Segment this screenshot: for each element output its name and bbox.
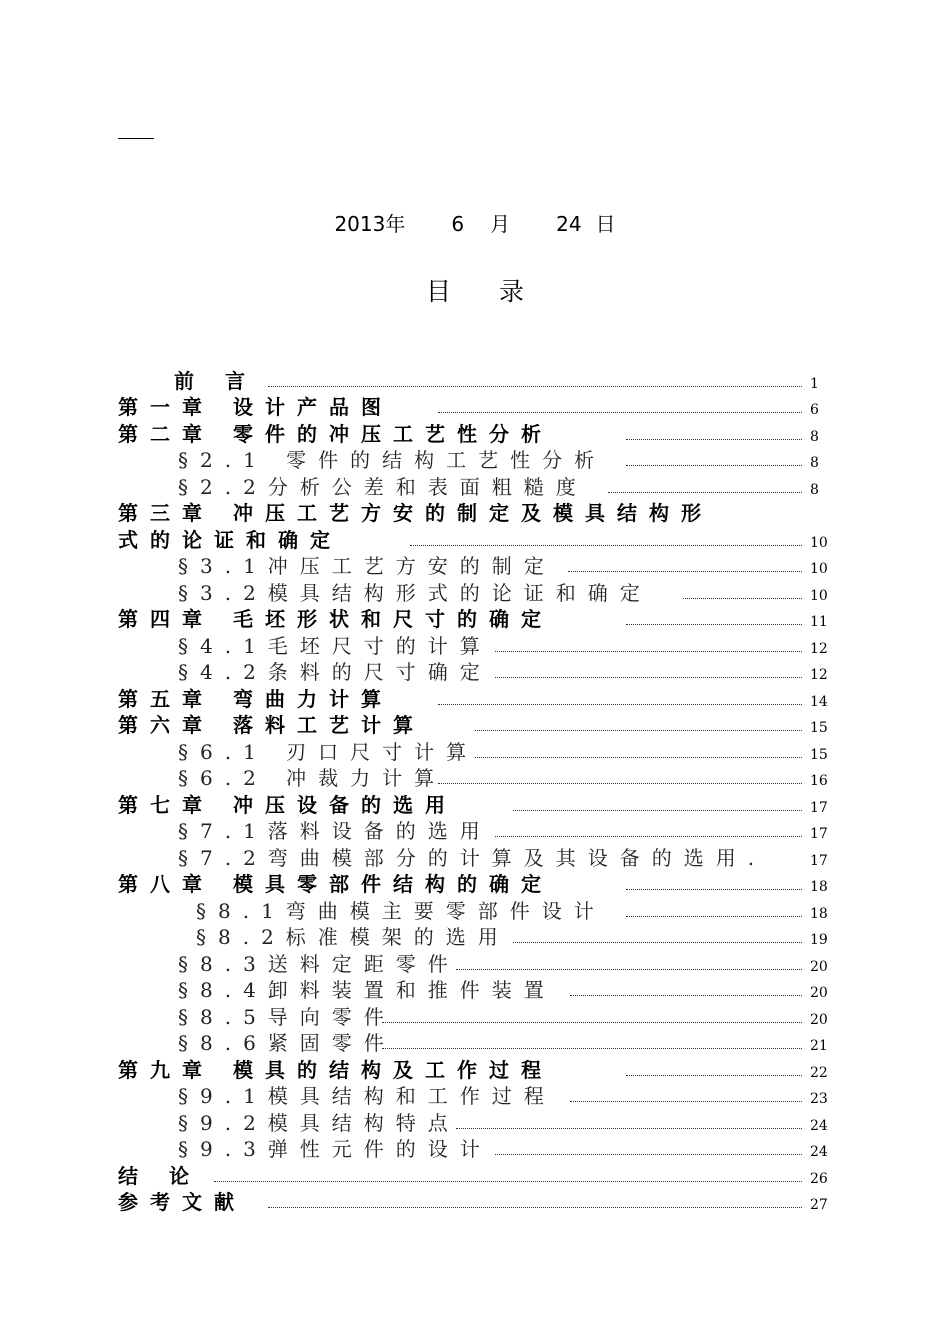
toc-leader-dots xyxy=(495,677,802,678)
toc-entry-label: 第九章 模具的结构及工作过程 xyxy=(118,1057,553,1082)
toc-page-number: 17 xyxy=(810,826,828,842)
toc-entry-label: §7.1落料设备的选用 xyxy=(178,819,492,843)
toc-page-number: 20 xyxy=(810,985,828,1001)
toc-leader-dots xyxy=(268,1207,802,1208)
toc-page-number: 18 xyxy=(810,879,828,895)
toc-leader-dots xyxy=(626,439,802,440)
toc-entry-label: §9.2模具结构特点 xyxy=(178,1110,460,1135)
toc-entry-label: §2.2分析公差和表面粗糙度 xyxy=(178,474,588,499)
toc-leader-dots xyxy=(382,1022,802,1023)
toc-leader-dots xyxy=(438,783,802,784)
toc-chapter-row[interactable] xyxy=(118,1190,838,1217)
toc-entry-label: 第五章 弯曲力计算 xyxy=(118,686,393,711)
toc-leader-dots xyxy=(568,571,802,572)
toc-leader-dots xyxy=(382,1048,802,1049)
date-year: 2013年 xyxy=(334,212,406,236)
toc-leader-dots xyxy=(438,412,802,413)
toc-page-number: 17 xyxy=(810,799,828,816)
toc-leader-dots xyxy=(683,598,802,599)
toc-page-number: 22 xyxy=(810,1064,828,1081)
toc-page-number: 24 xyxy=(810,1117,828,1134)
toc-entry-label: §8.1弯曲模主要零部件设计 xyxy=(196,898,606,923)
toc-page-number: 8 xyxy=(810,428,819,445)
toc-entry-label: §9.1模具结构和工作过程 xyxy=(178,1084,556,1108)
toc-page-number: 15 xyxy=(810,720,828,736)
toc-page-number: 1 xyxy=(810,375,819,392)
toc-entry-label: 第二章 零件的冲压工艺性分析 xyxy=(118,421,553,446)
toc-section-row[interactable] xyxy=(118,1084,838,1111)
date-month-num: 6 xyxy=(451,212,465,236)
toc-section-row[interactable] xyxy=(118,739,838,766)
toc-leader-dots xyxy=(456,969,802,970)
toc-entry-label: §4.2条料的尺寸确定 xyxy=(178,660,492,684)
toc-chapter-row[interactable] xyxy=(118,368,838,395)
toc-chapter-row[interactable] xyxy=(118,792,838,819)
toc-page-number: 19 xyxy=(810,932,828,948)
toc-section-row[interactable] xyxy=(118,474,838,501)
toc-page-number: 11 xyxy=(810,614,828,630)
toc-chapter-row[interactable] xyxy=(118,607,838,634)
toc-entry-label: 前 言 xyxy=(174,368,257,393)
toc-leader-dots xyxy=(438,704,802,705)
toc-section-row[interactable] xyxy=(118,766,838,793)
toc-page-number: 20 xyxy=(810,958,828,975)
toc-leader-dots xyxy=(214,1181,802,1182)
toc-entry-label: §8.3送料定距零件 xyxy=(178,951,460,976)
toc-entry-label: §4.1毛坯尺寸的计算 xyxy=(178,633,492,658)
toc-leader-dots xyxy=(495,836,802,837)
toc-entry-label: §8.6紧固零件 xyxy=(178,1031,396,1055)
toc-section-row[interactable] xyxy=(118,1031,838,1058)
toc-section-row[interactable] xyxy=(118,660,838,687)
toc-chapter-row[interactable] xyxy=(118,421,838,448)
toc-entry-label: 结 论 xyxy=(118,1163,201,1188)
toc-section-row[interactable] xyxy=(118,554,838,581)
toc-section-row[interactable] xyxy=(118,951,838,978)
toc-section-row[interactable] xyxy=(118,819,838,846)
toc-entry-label: §8.2标准模架的选用 xyxy=(196,925,510,949)
toc-leader-dots xyxy=(570,995,802,996)
toc-leader-dots xyxy=(626,624,802,625)
toc-page-number: 6 xyxy=(810,402,819,418)
toc-section-row[interactable] xyxy=(118,633,838,660)
toc-section-row[interactable] xyxy=(118,845,838,872)
toc-leader-dots xyxy=(513,942,802,943)
toc-leader-dots xyxy=(410,545,802,546)
toc-entry-label: 第七章 冲压设备的选用 xyxy=(118,792,457,817)
date-day-num: 24 xyxy=(556,212,582,236)
date-line xyxy=(0,208,950,237)
toc-page-number: 16 xyxy=(810,773,828,789)
toc-page-number: 27 xyxy=(810,1197,828,1213)
toc-page-number: 8 xyxy=(810,481,819,498)
toc-section-row[interactable] xyxy=(118,978,838,1005)
toc-leader-dots xyxy=(570,1101,802,1102)
toc-entry-label: §2.1 零件的结构工艺性分析 xyxy=(178,448,607,472)
toc-page-number: 18 xyxy=(810,905,828,922)
toc-entry-label: 参考文献 xyxy=(118,1190,246,1214)
toc-leader-dots xyxy=(513,810,802,811)
toc-leader-dots xyxy=(268,386,802,387)
toc-section-row[interactable] xyxy=(118,898,838,925)
toc-section-row[interactable] xyxy=(118,1004,838,1031)
toc-section-row[interactable] xyxy=(118,448,838,475)
toc-page-number: 15 xyxy=(810,746,828,763)
toc-section-row[interactable] xyxy=(118,925,838,952)
toc-leader-dots xyxy=(626,465,802,466)
toc-entry-label: 第一章 设计产品图 xyxy=(118,395,393,419)
toc-page-number: 24 xyxy=(810,1144,828,1160)
toc-page-number: 10 xyxy=(810,534,828,551)
toc-leader-dots xyxy=(475,757,802,758)
toc-page-number: 14 xyxy=(810,693,828,710)
toc-page-number: 17 xyxy=(810,852,828,869)
toc-leader-dots xyxy=(626,916,802,917)
toc-chapter-row[interactable] xyxy=(118,527,838,554)
toc-chapter-row[interactable] xyxy=(118,395,838,422)
toc-entry-label: §7.2弯曲模部分的计算及其设备的选用. xyxy=(178,845,767,870)
toc-leader-dots xyxy=(626,1075,802,1076)
toc-page-number: 8 xyxy=(810,455,819,471)
toc-entry-label: §6.1 刃口尺寸计算 xyxy=(178,739,479,764)
toc-entry-label: §9.3弹性元件的设计 xyxy=(178,1137,492,1161)
toc-section-row[interactable] xyxy=(118,580,838,607)
date-day-char: 日 xyxy=(595,212,616,236)
toc-chapter-row[interactable] xyxy=(118,1163,838,1190)
toc-chapter-row[interactable] xyxy=(118,872,838,899)
toc-entry-label: 第六章 落料工艺计算 xyxy=(118,713,425,737)
toc-entry-label: 第八章 模具零部件结构的确定 xyxy=(118,872,553,896)
toc-leader-dots xyxy=(495,651,802,652)
toc-entry-label: §6.2 冲裁力计算 xyxy=(178,766,447,790)
toc-entry-label: §8.5导向零件 xyxy=(178,1004,396,1029)
toc-page-number: 12 xyxy=(810,640,828,657)
toc-entry-label: 式的论证和确定 xyxy=(118,527,342,552)
toc-section-row[interactable] xyxy=(118,1137,838,1164)
toc-chapter-row[interactable] xyxy=(118,1057,838,1084)
toc-entry-label: 第四章 毛坯形状和尺寸的确定 xyxy=(118,607,553,631)
toc-leader-dots xyxy=(475,730,802,731)
toc-entry-label: §3.2模具结构形式的论证和确定 xyxy=(178,580,652,605)
toc-page-number: 10 xyxy=(810,561,828,577)
toc-section-row[interactable] xyxy=(118,1110,838,1137)
toc-page-number: 23 xyxy=(810,1091,828,1107)
toc-entry-label: §3.1冲压工艺方安的制定 xyxy=(178,554,556,578)
toc-leader-dots xyxy=(626,889,802,890)
toc-page-number: 20 xyxy=(810,1011,828,1028)
toc-entry-label: 第三章 冲压工艺方安的制定及模具结构形 xyxy=(118,501,713,525)
toc-chapter-row[interactable] xyxy=(118,501,838,528)
toc-leader-dots xyxy=(456,1128,802,1129)
toc-page-number: 10 xyxy=(810,587,828,604)
toc-page-number: 21 xyxy=(810,1038,828,1054)
top-rule xyxy=(118,138,154,139)
date-month-char: 月 xyxy=(490,212,511,236)
toc-title: 目 录 xyxy=(426,277,544,306)
toc-chapter-row[interactable] xyxy=(118,713,838,740)
toc-page-number: 26 xyxy=(810,1170,828,1187)
toc-page-number: 12 xyxy=(810,667,828,683)
toc-chapter-row[interactable] xyxy=(118,686,838,713)
toc-leader-dots xyxy=(608,492,802,493)
toc-entry-label: §8.4卸料装置和推件装置 xyxy=(178,978,556,1002)
toc-leader-dots xyxy=(495,1154,802,1155)
table-of-contents xyxy=(118,368,838,1216)
